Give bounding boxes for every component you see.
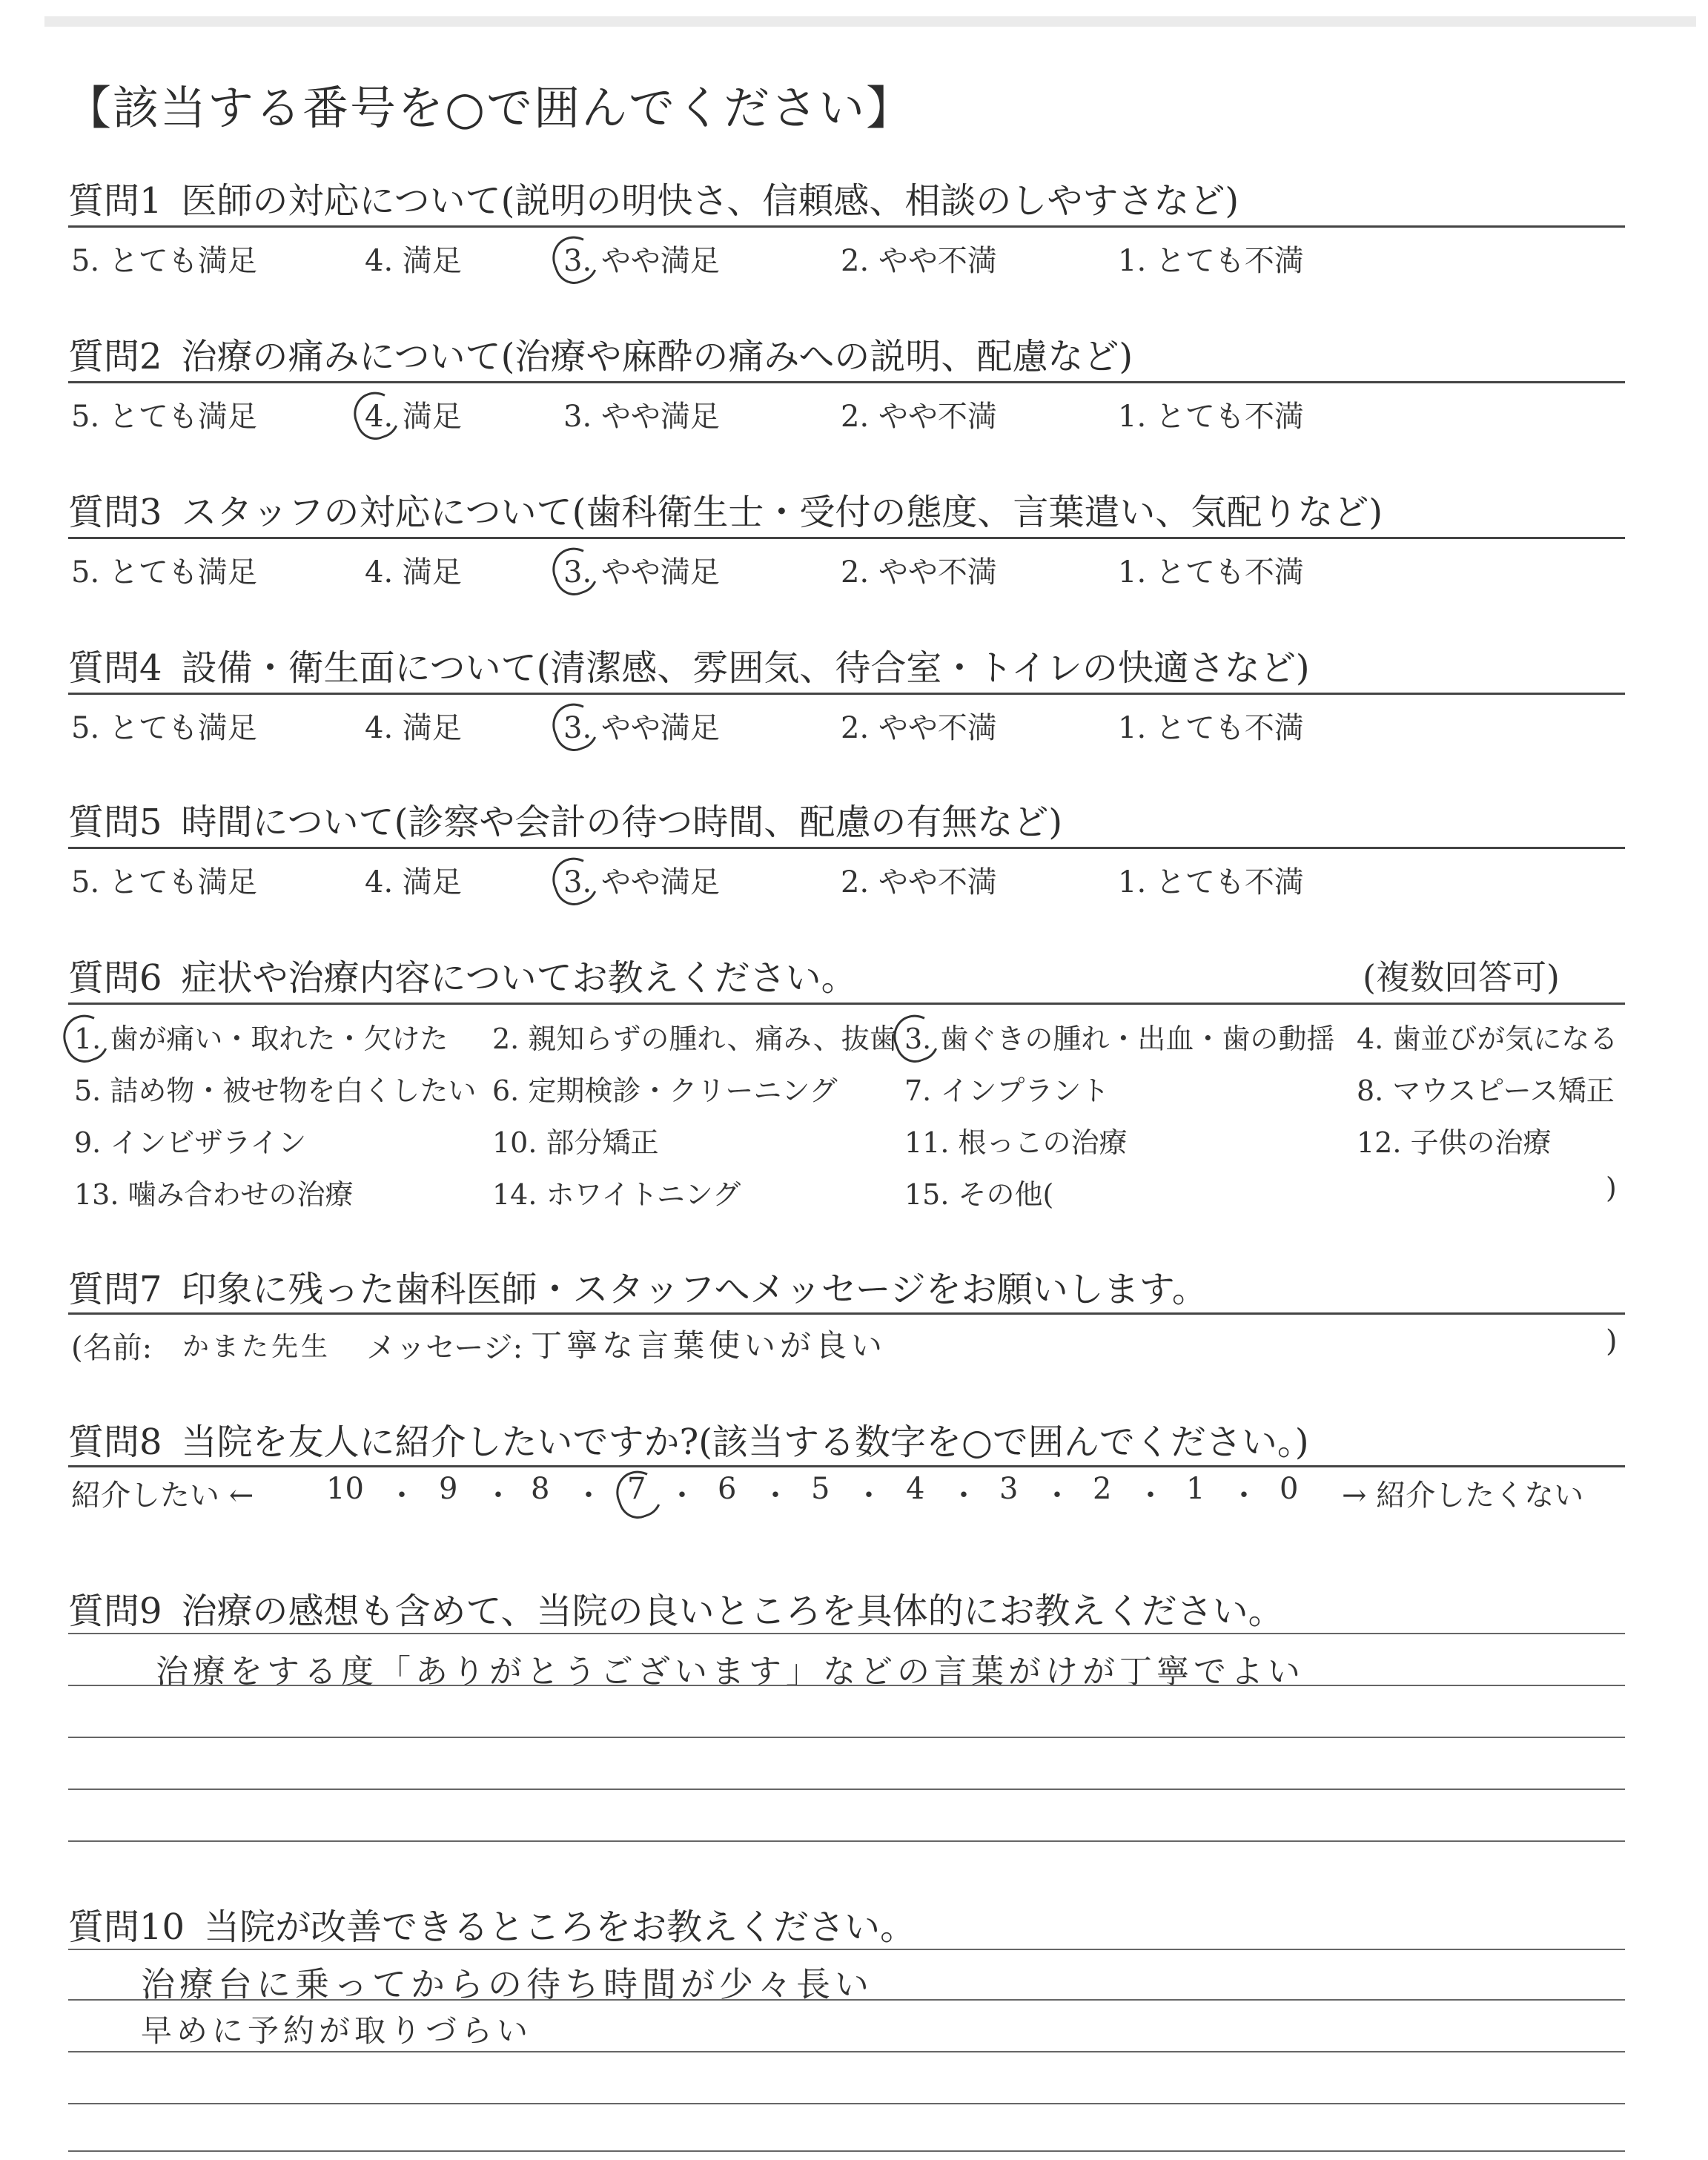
q5-option-3-selected[interactable]: 3. やや満足 bbox=[563, 859, 720, 901]
q6-other-close: ) bbox=[1606, 1172, 1617, 1204]
scale-4[interactable]: 4 bbox=[906, 1472, 925, 1506]
divider bbox=[68, 693, 1625, 695]
q10-answer-line1-handwritten[interactable]: 治療台に乗ってからの待ち時間が少々長い bbox=[141, 1964, 873, 2004]
scale-sep: ・ bbox=[574, 1479, 603, 1513]
q3-option-5[interactable]: 5. とても満足 bbox=[71, 555, 257, 589]
divider bbox=[68, 225, 1625, 228]
scan-edge bbox=[44, 16, 1696, 27]
scale-sep: ・ bbox=[1136, 1479, 1165, 1513]
q1-option-5[interactable]: 5. とても満足 bbox=[71, 244, 257, 278]
writing-line bbox=[68, 1789, 1625, 1790]
scale-10[interactable]: 10 bbox=[326, 1472, 364, 1506]
question-text: 症状や治療内容についてお教えください。 bbox=[181, 957, 857, 999]
question-1 bbox=[68, 172, 1625, 223]
q2-option-1[interactable]: 1. とても不満 bbox=[1118, 400, 1304, 434]
writing-line bbox=[68, 1999, 1625, 2001]
q2-option-3[interactable]: 3. やや満足 bbox=[563, 400, 720, 434]
q6-option-4[interactable]: 4. 歯並びが気になる bbox=[1357, 1023, 1618, 1055]
q6-option-12[interactable]: 12. 子供の治療 bbox=[1357, 1126, 1552, 1159]
q6-option-2[interactable]: 2. 親知らずの腫れ、痛み、抜歯 bbox=[492, 1023, 898, 1055]
question-text: 設備・衛生面について(清潔感、雰囲気、待合室・トイレの快適さなど) bbox=[181, 647, 1310, 689]
q6-option-9[interactable]: 9. インビザライン bbox=[74, 1126, 307, 1159]
question-number: 質問6 bbox=[68, 957, 162, 999]
q3-option-4[interactable]: 4. 満足 bbox=[365, 555, 462, 589]
question-number: 質問7 bbox=[68, 1269, 162, 1310]
q6-option-5[interactable]: 5. 詰め物・被せ物を白くしたい bbox=[74, 1074, 477, 1107]
q6-option-1-selected[interactable]: 1. 歯が痛い・取れた・欠けた bbox=[74, 1016, 448, 1057]
q4-option-5[interactable]: 5. とても満足 bbox=[71, 711, 257, 745]
q6-option-10[interactable]: 10. 部分矯正 bbox=[492, 1126, 659, 1159]
divider bbox=[68, 381, 1625, 383]
name-handwritten[interactable]: かまた先生 bbox=[182, 1332, 331, 1362]
scale-sep: ・ bbox=[761, 1479, 790, 1513]
divider bbox=[68, 537, 1625, 539]
q6-option-15[interactable]: 15. その他( bbox=[904, 1178, 1054, 1211]
scale-7-selected[interactable]: 7 bbox=[627, 1472, 646, 1506]
question-10 bbox=[68, 1898, 1625, 1949]
question-9 bbox=[68, 1582, 1625, 1634]
q1-option-3-selected[interactable]: 3. やや満足 bbox=[563, 237, 720, 280]
question-text: 治療の痛みについて(治療や麻酔の痛みへの説明、配慮など) bbox=[181, 336, 1133, 377]
question-number: 質問4 bbox=[68, 647, 162, 689]
writing-line bbox=[68, 1633, 1625, 1634]
writing-line bbox=[68, 1949, 1625, 1950]
q4-option-3-selected[interactable]: 3. やや満足 bbox=[563, 704, 720, 747]
q4-option-1[interactable]: 1. とても不満 bbox=[1118, 711, 1304, 745]
q2-option-4-selected[interactable]: 4. 満足 bbox=[365, 393, 462, 435]
q9-answer-handwritten[interactable]: 治療をする度「ありがとうございます」などの言葉がけが丁寧でよい bbox=[156, 1653, 1305, 1691]
scale-0[interactable]: 0 bbox=[1280, 1472, 1299, 1506]
q1-option-4[interactable]: 4. 満足 bbox=[365, 244, 462, 278]
question-number: 質問2 bbox=[68, 336, 162, 377]
scale-9[interactable]: 9 bbox=[439, 1472, 458, 1506]
question-text: 当院を友人に紹介したいですか?(該当する数字を○で囲んでください。) bbox=[181, 1421, 1309, 1463]
q2-option-5[interactable]: 5. とても満足 bbox=[71, 400, 257, 434]
writing-line bbox=[68, 1840, 1625, 1842]
question-number: 質問3 bbox=[68, 492, 162, 533]
question-number: 質問8 bbox=[68, 1421, 162, 1463]
question-5 bbox=[68, 793, 1625, 845]
q5-option-4[interactable]: 4. 満足 bbox=[365, 865, 462, 899]
scale-2[interactable]: 2 bbox=[1093, 1472, 1112, 1506]
writing-line bbox=[68, 2150, 1625, 2152]
recommend-left-label: 紹介したい ← bbox=[71, 1479, 254, 1513]
scale-sep: ・ bbox=[667, 1479, 697, 1513]
page-title: 【該当する番号を○で囲んでください】 bbox=[65, 81, 914, 135]
divider bbox=[68, 1465, 1625, 1467]
recommend-right-label: → 紹介したくない bbox=[1342, 1479, 1584, 1513]
scale-5[interactable]: 5 bbox=[811, 1472, 830, 1506]
scale-3[interactable]: 3 bbox=[999, 1472, 1019, 1506]
writing-line bbox=[68, 1685, 1625, 1686]
q6-option-3-selected[interactable]: 3. 歯ぐきの腫れ・出血・歯の動揺 bbox=[904, 1016, 1334, 1057]
question-number: 質問9 bbox=[68, 1591, 162, 1632]
q3-option-2[interactable]: 2. やや不満 bbox=[841, 555, 997, 589]
scale-1[interactable]: 1 bbox=[1186, 1472, 1205, 1506]
q6-option-13[interactable]: 13. 噛み合わせの治療 bbox=[74, 1178, 354, 1211]
q1-option-2[interactable]: 2. やや不満 bbox=[841, 244, 997, 278]
scale-8[interactable]: 8 bbox=[531, 1472, 550, 1506]
q6-option-11[interactable]: 11. 根っこの治療 bbox=[904, 1126, 1128, 1159]
question-7 bbox=[68, 1261, 1625, 1312]
message-label: メッセージ: bbox=[366, 1331, 523, 1365]
question-text: 医師の対応について(説明の明快さ、信頼感、相談のしやすさなど) bbox=[181, 180, 1239, 222]
scale-6[interactable]: 6 bbox=[718, 1472, 737, 1506]
writing-line bbox=[68, 2103, 1625, 2104]
q6-option-8[interactable]: 8. マウスピース矯正 bbox=[1357, 1074, 1615, 1107]
scale-sep: ・ bbox=[387, 1479, 417, 1513]
q2-option-2[interactable]: 2. やや不満 bbox=[841, 400, 997, 434]
q3-option-3-selected[interactable]: 3. やや満足 bbox=[563, 549, 720, 591]
question-number: 質問10 bbox=[68, 1906, 185, 1948]
message-close: ) bbox=[1606, 1324, 1618, 1358]
q5-option-1[interactable]: 1. とても不満 bbox=[1118, 865, 1304, 899]
writing-line bbox=[68, 2051, 1625, 2052]
question-4 bbox=[68, 639, 1625, 690]
divider bbox=[68, 1312, 1625, 1315]
q5-option-2[interactable]: 2. やや不満 bbox=[841, 865, 997, 899]
divider bbox=[68, 847, 1625, 849]
q6-option-7[interactable]: 7. インプラント bbox=[904, 1074, 1110, 1107]
question-text: 時間について(診察や会計の待つ時間、配慮の有無など) bbox=[181, 802, 1063, 843]
writing-line bbox=[68, 1737, 1625, 1738]
q6-option-6[interactable]: 6. 定期検診・クリーニング bbox=[492, 1074, 838, 1107]
scale-sep: ・ bbox=[1229, 1479, 1259, 1513]
multiple-answer-note: (複数回答可) bbox=[1363, 957, 1560, 997]
q5-option-5[interactable]: 5. とても満足 bbox=[71, 865, 257, 899]
name-label: (名前: bbox=[71, 1331, 153, 1365]
question-number: 質問1 bbox=[68, 180, 162, 222]
question-2 bbox=[68, 328, 1625, 379]
scale-sep: ・ bbox=[949, 1479, 979, 1513]
scale-sep: ・ bbox=[483, 1479, 513, 1513]
q4-option-2[interactable]: 2. やや不満 bbox=[841, 711, 997, 745]
question-8 bbox=[68, 1413, 1625, 1464]
q10-answer-line2-handwritten[interactable]: 早めに予約が取りづらい bbox=[141, 2012, 533, 2049]
question-text: 治療の感想も含めて、当院の良いところを具体的にお教えください。 bbox=[181, 1591, 1284, 1632]
q6-option-14[interactable]: 14. ホワイトニング bbox=[492, 1178, 741, 1211]
scale-sep: ・ bbox=[1042, 1479, 1072, 1513]
question-text: 印象に残った歯科医師・スタッフへメッセージをお願いします。 bbox=[181, 1269, 1208, 1310]
q4-option-4[interactable]: 4. 満足 bbox=[365, 711, 462, 745]
question-text: スタッフの対応について(歯科衛生士・受付の態度、言葉遣い、気配りなど) bbox=[181, 492, 1383, 533]
q3-option-1[interactable]: 1. とても不満 bbox=[1118, 555, 1304, 589]
question-text: 当院が改善できるところをお教えください。 bbox=[204, 1906, 916, 1948]
message-handwritten[interactable]: 丁寧な言葉使いが良い bbox=[531, 1327, 887, 1364]
scale-sep: ・ bbox=[854, 1479, 884, 1513]
question-number: 質問5 bbox=[68, 802, 162, 843]
q1-option-1[interactable]: 1. とても不満 bbox=[1118, 244, 1304, 278]
question-3 bbox=[68, 483, 1625, 535]
divider bbox=[68, 1003, 1625, 1005]
